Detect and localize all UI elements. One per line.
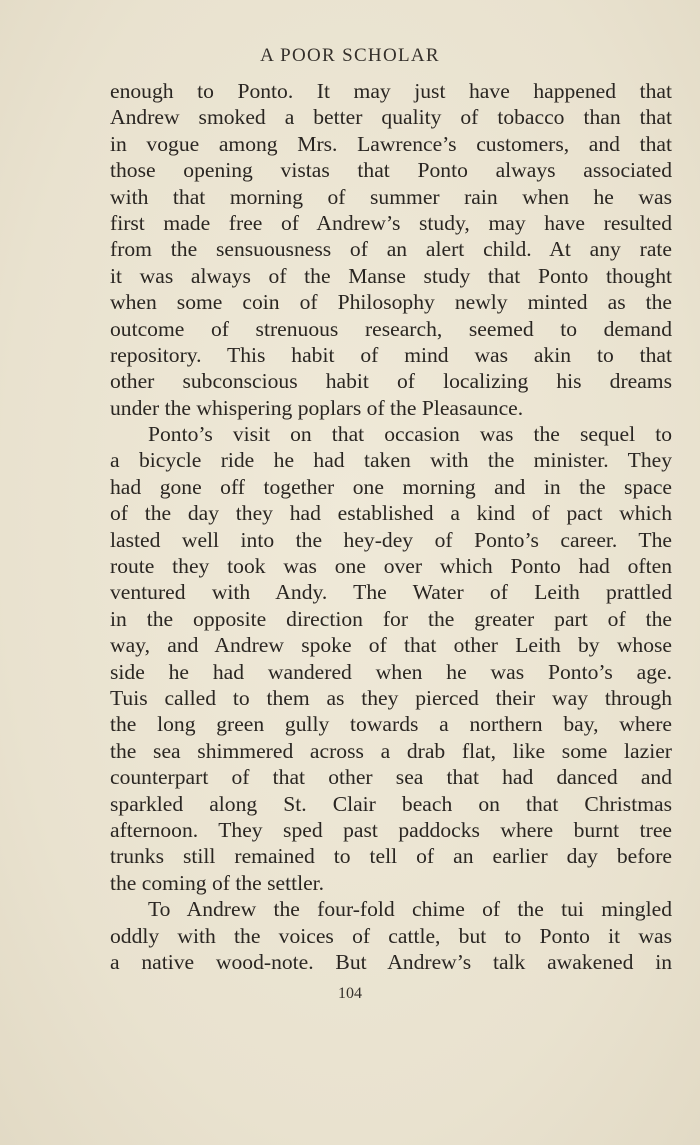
text-line: afternoon. They sped past paddocks where burnt tree [110, 817, 672, 842]
text-line: first made free of Andrew’s study, may have resulted [110, 210, 672, 235]
text-line: sparkled along St. Clair beach on that Christmas [110, 791, 672, 816]
paragraph-end-line: the coming of the settler. [110, 870, 325, 895]
text-line: when some coin of Philosophy newly minted as the [110, 290, 672, 315]
text-line: Tuis called to them as they pierced their way through [110, 685, 672, 710]
text-line: of the day they had established a kind of pact which [110, 501, 672, 526]
text-line: counterpart of that other sea that had danced and [110, 765, 672, 790]
text-line: Andrew smoked a better quality of tobacco than that [110, 105, 672, 130]
text-line: route they took was one over which Ponto had often [110, 554, 672, 579]
text-line: in vogue among Mrs. Lawrence’s customers, and that [110, 131, 672, 156]
text-line: had gone off together one morning and in the space [110, 474, 672, 499]
text-line: a bicycle ride he had taken with the minister. They [110, 448, 672, 473]
body-text [110, 78, 672, 975]
text-line: from the sensuousness of an alert child. At any rate [110, 237, 672, 262]
text-line: enough to Ponto. It may just have happened that [110, 79, 672, 103]
text-line: outcome of strenuous research, seemed to demand [110, 316, 672, 341]
text-line: in the opposite direction for the greater part of the [110, 606, 672, 631]
paragraph-first-line: Ponto’s visit on that occasion was the sequel to [148, 422, 672, 447]
text-line: those opening vistas that Ponto always associated [110, 158, 672, 183]
page-number: 104 [338, 985, 362, 1002]
text-line: ventured with Andy. The Water of Leith prattled [110, 580, 672, 605]
text-line: the long green gully towards a northern bay, where [110, 712, 672, 737]
text-line: side he had wandered when he was Ponto’s age. [110, 659, 672, 684]
text-line: repository. This habit of mind was akin to that [110, 342, 672, 367]
paragraph-end-line: under the whispering poplars of the Pleasaunce. [110, 395, 524, 420]
text-line: lasted well into the hey-dey of Ponto’s career. The [110, 527, 672, 552]
text-line: oddly with the voices of cattle, but to Ponto it was [110, 923, 672, 948]
text-line: it was always of the Manse study that Ponto thought [110, 263, 672, 288]
text-line: other subconscious habit of localizing his dreams [110, 369, 672, 394]
text-line: the sea shimmered across a drab flat, like some lazier [110, 738, 672, 763]
text-line: with that morning of summer rain when he was [110, 184, 672, 209]
running-head: A POOR SCHOLAR [260, 45, 440, 66]
text-line: way, and Andrew spoke of that other Leith by whose [110, 633, 672, 658]
text-line: a native wood-note. But Andrew’s talk awakened in [110, 949, 672, 974]
text-line: trunks still remained to tell of an earlier day before [110, 844, 672, 869]
paragraph-first-line: To Andrew the four-fold chime of the tui mingled [148, 897, 672, 922]
